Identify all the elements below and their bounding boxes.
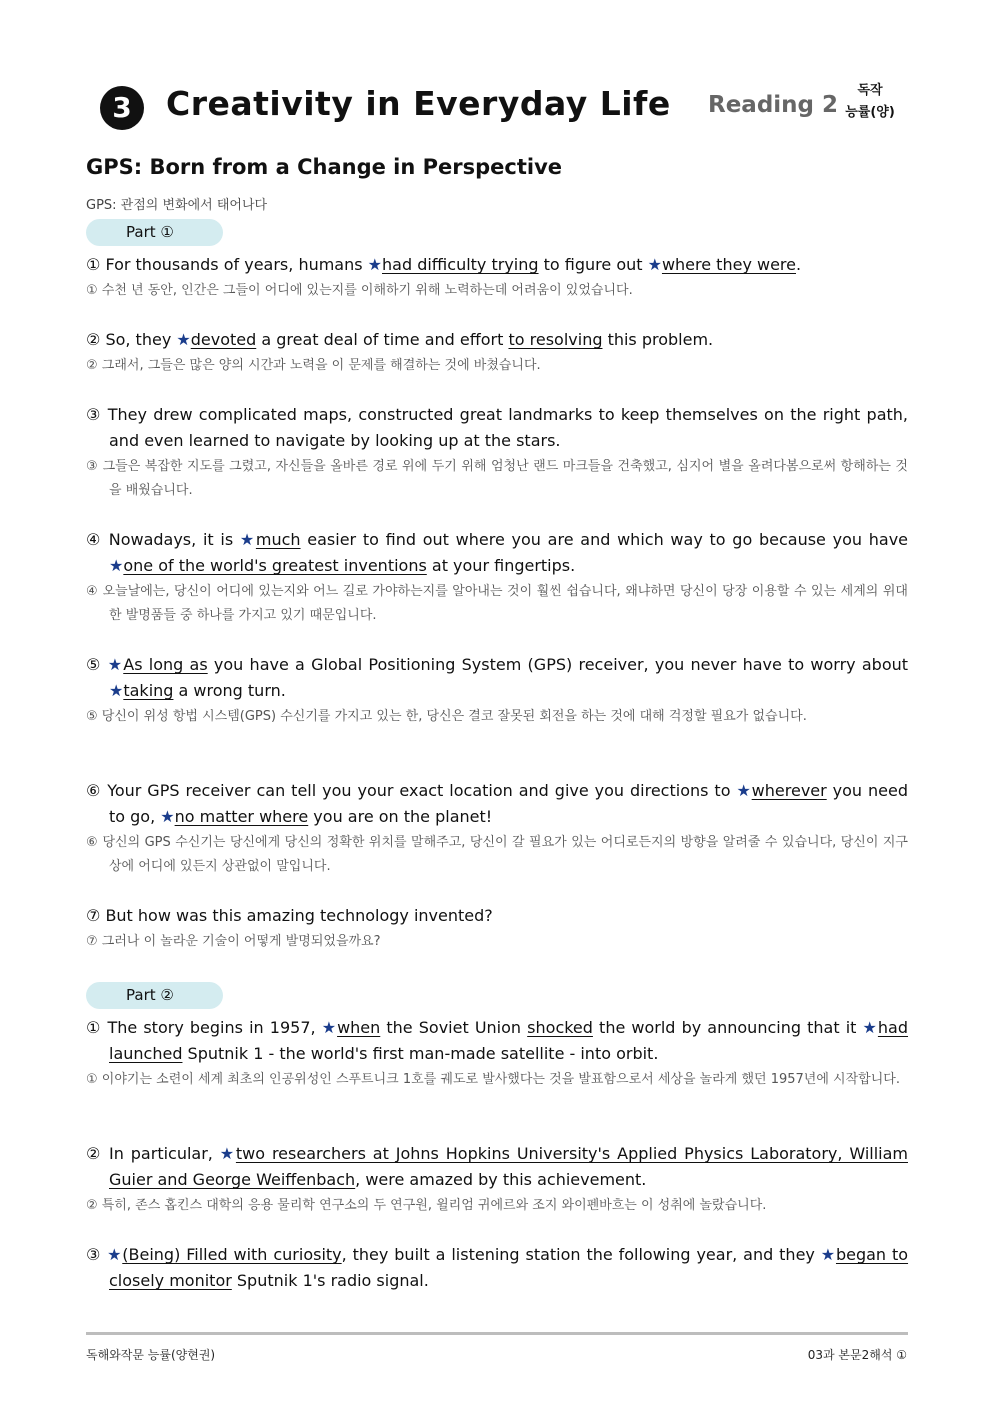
star-icon: ★ xyxy=(107,655,124,674)
sentence-number: ⑥ xyxy=(86,781,102,800)
key-phrase: much xyxy=(255,530,301,549)
star-icon: ★ xyxy=(367,255,383,274)
star-icon: ★ xyxy=(160,807,175,826)
translation-text: 그래서, 그들은 많은 양의 시간과 노력을 이 문제를 해결하는 것에 바쳤습니다. xyxy=(101,358,541,373)
text: a great deal of time and effort xyxy=(256,330,509,349)
translation-text: 특히, 존스 홉킨스 대학의 응용 물리학 연구소의 두 연구원, 윌리엄 귀에르와 조지 와이펜바흐는 이 성취에 놀랐습니다. xyxy=(101,1198,767,1213)
text: The story begins in 1957, xyxy=(107,1018,322,1037)
key-phrase: had launched xyxy=(109,1018,909,1063)
text: Sputnik 1 - the world's first man-made satellite - into orbit. xyxy=(182,1044,659,1063)
book-tag-line1: 독작 xyxy=(857,83,883,98)
text: the world by announcing that it xyxy=(592,1018,863,1037)
text: So, they xyxy=(105,330,177,349)
sentence-number: ⑤ xyxy=(86,709,98,724)
sentence-block xyxy=(86,1141,908,1218)
reading-label: Reading 2 xyxy=(708,92,839,118)
sentence-number: ① xyxy=(86,255,101,274)
korean-translation xyxy=(86,1068,908,1092)
text: For thousands of years, humans xyxy=(105,255,368,274)
star-icon: ★ xyxy=(109,681,124,700)
star-icon: ★ xyxy=(862,1018,878,1037)
page-header xyxy=(100,78,910,138)
key-phrase: (Being) Filled with curiosity xyxy=(122,1245,342,1264)
translation-text: 수천 년 동안, 인간은 그들이 어디에 있는지를 이해하기 위해 노력하는데 어려움이 있었습니다. xyxy=(101,283,633,298)
text: They drew complicated maps, constructed great landmarks to keep themselves on the right path, and even learned to navigate by looking up at the stars. xyxy=(107,405,908,450)
key-phrase: to resolving xyxy=(508,330,603,349)
korean-translation xyxy=(86,455,908,503)
sentence-number: ③ xyxy=(86,1245,102,1264)
key-phrase: where they were xyxy=(661,255,796,274)
star-icon: ★ xyxy=(321,1018,338,1037)
sentence-block xyxy=(86,327,908,378)
sentence-number: ⑥ xyxy=(86,835,98,850)
text: at your fingertips. xyxy=(426,556,576,575)
english-sentence xyxy=(86,402,908,454)
text: a wrong turn. xyxy=(173,681,286,700)
key-phrase: two researchers at Johns Hopkins University's Applied Physics Laboratory, William Guier and George Weiffenbach xyxy=(109,1144,908,1189)
text: But how was this amazing technology invented? xyxy=(105,906,493,925)
footer-divider xyxy=(86,1332,908,1335)
sentence-number: ③ xyxy=(86,459,99,474)
sentence-number: ④ xyxy=(86,530,102,549)
star-icon: ★ xyxy=(736,781,752,800)
text: this problem. xyxy=(602,330,714,349)
key-phrase: wherever xyxy=(751,781,827,800)
sentence-number: ⑦ xyxy=(86,906,101,925)
sentence-number: ① xyxy=(86,283,98,298)
key-phrase: had difficulty trying xyxy=(382,255,539,274)
book-tag xyxy=(842,80,898,124)
sentence-block xyxy=(86,778,908,879)
english-sentence xyxy=(86,1015,908,1067)
text: , were amazed by this achievement. xyxy=(355,1170,647,1189)
text: you have a Global Positioning System (GPS) receiver, you never have to worry about xyxy=(207,655,909,674)
english-sentence xyxy=(86,903,908,929)
star-icon: ★ xyxy=(109,556,124,575)
text: . xyxy=(796,255,802,274)
sentence-number: ① xyxy=(86,1072,98,1087)
sentence-block xyxy=(86,1015,908,1092)
sentence-number: ① xyxy=(86,1018,102,1037)
key-phrase: one of the world's greatest inventions xyxy=(123,556,427,575)
article-subtitle: GPS: 관점의 변화에서 태어나다 xyxy=(86,198,268,213)
korean-translation xyxy=(86,580,908,628)
text: the Soviet Union xyxy=(380,1018,528,1037)
sentence-block xyxy=(86,527,908,628)
english-sentence xyxy=(86,1141,908,1193)
text: you are on the planet! xyxy=(308,807,493,826)
star-icon: ★ xyxy=(107,1245,123,1264)
article-title: GPS: Born from a Change in Perspective xyxy=(86,155,563,179)
footer-page-label: 03과 본문2해석 ① xyxy=(807,1348,907,1362)
part-1-label: Part ① xyxy=(86,219,223,246)
sentence-block xyxy=(86,652,908,729)
star-icon: ★ xyxy=(176,330,191,349)
part-2-label: Part ② xyxy=(86,982,223,1009)
sentence-number: ⑤ xyxy=(86,655,102,674)
english-sentence xyxy=(86,1242,908,1294)
sentence-number: ③ xyxy=(86,405,102,424)
translation-text: 당신이 위성 항법 시스템(GPS) 수신기를 가지고 있는 한, 당신은 결코 잘못된 회전을 하는 것에 대해 걱정할 필요가 없습니다. xyxy=(101,709,807,724)
english-sentence xyxy=(86,527,908,579)
sentence-block xyxy=(86,1242,908,1294)
sentence-block xyxy=(86,402,908,503)
english-sentence xyxy=(86,778,908,830)
korean-translation xyxy=(86,1194,908,1218)
translation-text: 그들은 복잡한 지도를 그렸고, 자신들을 올바른 경로 위에 두기 위해 엄청난 랜드 마크들을 건축했고, 심지어 별을 올려다봄으로써 항해하는 것을 배웠습니다. xyxy=(102,459,908,498)
key-phrase: As long as xyxy=(123,655,208,674)
star-icon: ★ xyxy=(219,1144,236,1163)
book-tag-line2: 능률(양) xyxy=(845,105,895,120)
sentence-number: ② xyxy=(86,1144,103,1163)
sentence-number: ⑦ xyxy=(86,934,98,949)
english-sentence xyxy=(86,327,908,353)
korean-translation xyxy=(86,279,908,303)
key-phrase: began to closely monitor xyxy=(109,1245,909,1290)
korean-translation xyxy=(86,705,908,729)
key-phrase: when xyxy=(337,1018,381,1037)
sentence-block xyxy=(86,252,908,303)
korean-translation xyxy=(86,354,908,378)
key-phrase: no matter where xyxy=(174,807,309,826)
korean-translation xyxy=(86,831,908,879)
star-icon: ★ xyxy=(239,530,256,549)
chapter-title: Creativity in Everyday Life xyxy=(166,84,671,123)
sentence-block xyxy=(86,903,908,954)
sentence-number: ② xyxy=(86,1198,98,1213)
text: to figure out xyxy=(538,255,648,274)
translation-text: 그러나 이 놀라운 기술이 어떻게 발명되었을까요? xyxy=(101,934,381,949)
text: easier to find out where you are and which way to go because you have xyxy=(300,530,909,549)
text: In particular, xyxy=(109,1144,220,1163)
sentence-number: ② xyxy=(86,358,98,373)
text: Your GPS receiver can tell you your exact location and give you directions to xyxy=(107,781,737,800)
key-phrase: shocked xyxy=(527,1018,593,1037)
translation-text: 오늘날에는, 당신이 어디에 있는지와 어느 길로 가야하는지를 알아내는 것이 훨씬 쉽습니다, 왜냐하면 당신이 당장 이용할 수 있는 세계의 위대한 발명품들 중 하나를 가지고 있기 때문입니다. xyxy=(102,584,908,623)
key-phrase: taking xyxy=(123,681,174,700)
text: Nowadays, it is xyxy=(108,530,240,549)
english-sentence xyxy=(86,252,908,278)
sentence-number: ② xyxy=(86,330,101,349)
translation-text: 당신의 GPS 수신기는 당신에게 당신의 정확한 위치를 말해주고, 당신이 갈 필요가 있는 어디로든지의 방향을 알려줄 수 있습니다, 당신이 지구상에 어디에 있든지 상관없이 말입니다. xyxy=(102,835,908,874)
korean-translation xyxy=(86,930,908,954)
sentence-number: ④ xyxy=(86,584,99,599)
translation-text: 이야기는 소련이 세계 최초의 인공위성인 스푸트니크 1호를 궤도로 발사했다는 것을 발표함으로서 세상을 놀라게 했던 1957년에 시작합니다. xyxy=(101,1072,900,1087)
text: you need to go, xyxy=(109,781,909,826)
text: , they built a listening station the following year, and they xyxy=(341,1245,821,1264)
star-icon: ★ xyxy=(647,255,662,274)
footer-book-title: 독해와작문 능률(양현권) xyxy=(86,1348,216,1362)
chapter-number-badge: 3 xyxy=(100,86,144,130)
english-sentence xyxy=(86,652,908,704)
star-icon: ★ xyxy=(820,1245,836,1264)
text: Sputnik 1's radio signal. xyxy=(231,1271,429,1290)
key-phrase: devoted xyxy=(190,330,257,349)
